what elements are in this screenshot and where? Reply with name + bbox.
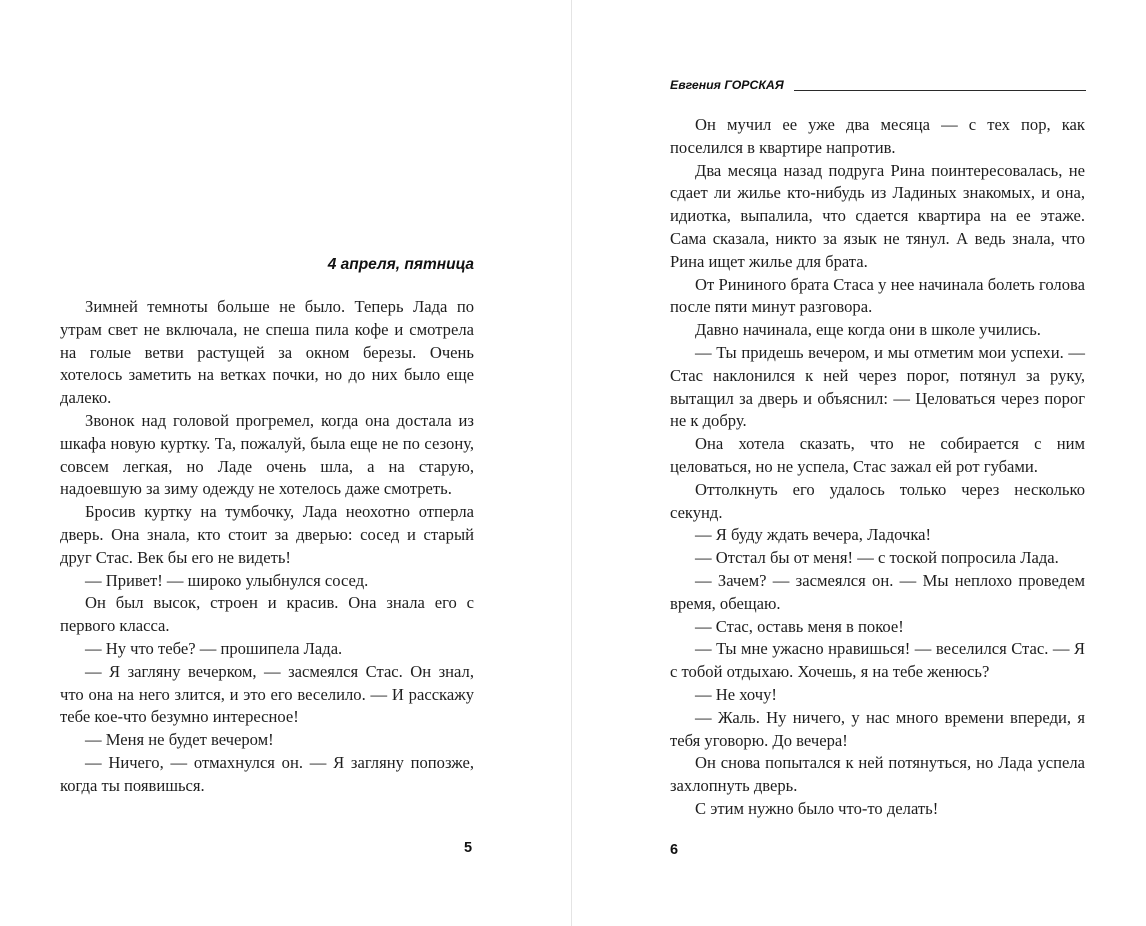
paragraph: — Жаль. Ну ничего, у нас много времени впереди, я тебя уговорю. До вечера! xyxy=(670,707,1085,750)
paragraph: — Я загляну вечерком, — засмеялся Стас. Он знал, что она на него злится, и это его веселило. — И расскажу тебе кое-что безумно интересное! xyxy=(60,661,474,727)
paragraph: — Ну что тебе? — прошипела Лада. xyxy=(85,638,343,658)
paragraph: — Меня не будет вечером! xyxy=(85,730,274,750)
paragraph: — Привет! — широко улыбнулся сосед. xyxy=(85,570,369,590)
paragraph: — Стас, оставь меня в покое! xyxy=(695,616,904,636)
running-header xyxy=(670,76,1086,92)
paragraph: — Ты придешь вечером, и мы отметим мои успехи. — Стас наклонился к ней через порог, потянул за руку, вытащил за дверь и объяснил: — Целоваться через порог не к добру. xyxy=(670,342,1085,431)
paragraph: Он был высок, строен и красив. Она знала его с первого класса. xyxy=(60,593,474,636)
page-number: 5 xyxy=(464,840,473,856)
paragraph: — Зачем? — засмеялся он. — Мы неплохо проведем время, обещаю. xyxy=(670,570,1085,613)
chapter-heading: 4 апреля, пятница xyxy=(327,256,474,273)
paragraph: — Я буду ждать вечера, Ладочка! xyxy=(695,525,932,545)
paragraph: Она хотела сказать, что не собирается с ним целоваться, но не успела, Стас зажал ей рот губами. xyxy=(670,434,1085,476)
paragraph: — Отстал бы от меня! — с тоской попросила Лада. xyxy=(695,548,1059,568)
left-page-body xyxy=(60,296,474,798)
paragraph: Бросив куртку на тумбочку, Лада неохотно отперла дверь. Она знала, кто стоит за дверью: сосед и старый друг Стас. Век бы его не видеть! xyxy=(60,502,474,567)
paragraph: Он снова попытался к ней потянуться, но Лада успела захлопнуть дверь. xyxy=(670,753,1085,796)
paragraph: Он мучил ее уже два месяца — с тех пор, как поселился в квартире напротив. xyxy=(670,115,1085,157)
paragraph: Звонок над головой прогремел, когда она достала из шкафа новую куртку. Та, пожалуй, была еще не по сезону, совсем легкая, но Ладе очень шла, а на старую, надоевшую за зиму одежду не хотелось даже смотреть. xyxy=(60,410,474,499)
paragraph: — Ничего, — отмахнулся он. — Я загляну попозже, когда ты появишься. xyxy=(60,752,474,795)
page-gutter xyxy=(571,0,572,926)
paragraph: Два месяца назад подруга Рина поинтересовалась, не сдает ли жилье кто-нибудь из Ладиных знакомых, и она, идиотка, выпалила, что сдается квартира на ее этаже. Сама сказала, никто за язык не тянул. А ведь знала, что Рина ищет жилье для брата. xyxy=(670,160,1085,271)
page-number: 6 xyxy=(670,842,679,858)
paragraph: — Не хочу! xyxy=(695,684,777,704)
paragraph: — Ты мне ужасно нравишься! — веселился Стас. — Я с тобой отдыхаю. Хочешь, я на тебе женюсь? xyxy=(670,639,1085,682)
paragraph: Оттолкнуть его удалось только через несколько секунд. xyxy=(670,479,1085,522)
paragraph: От Рининого брата Стаса у нее начинала болеть голова после пяти минут разговора. xyxy=(670,274,1085,317)
running-header-rule xyxy=(794,90,1086,91)
running-header-author: Евгения ГОРСКАЯ xyxy=(670,78,784,92)
right-page-body xyxy=(670,114,1085,821)
paragraph: С этим нужно было что-то делать! xyxy=(695,798,939,818)
paragraph: Давно начинала, еще когда они в школе учились. xyxy=(695,320,1041,340)
paragraph: Зимней темноты больше не было. Теперь Лада по утрам свет не включала, не спеша пила кофе и смотрела на голые ветви растущей за окном березы. Очень хотелось заметить на ветках почки, но до них было еще далеко. xyxy=(60,297,474,408)
left-page xyxy=(0,0,572,926)
right-page xyxy=(573,0,1146,926)
